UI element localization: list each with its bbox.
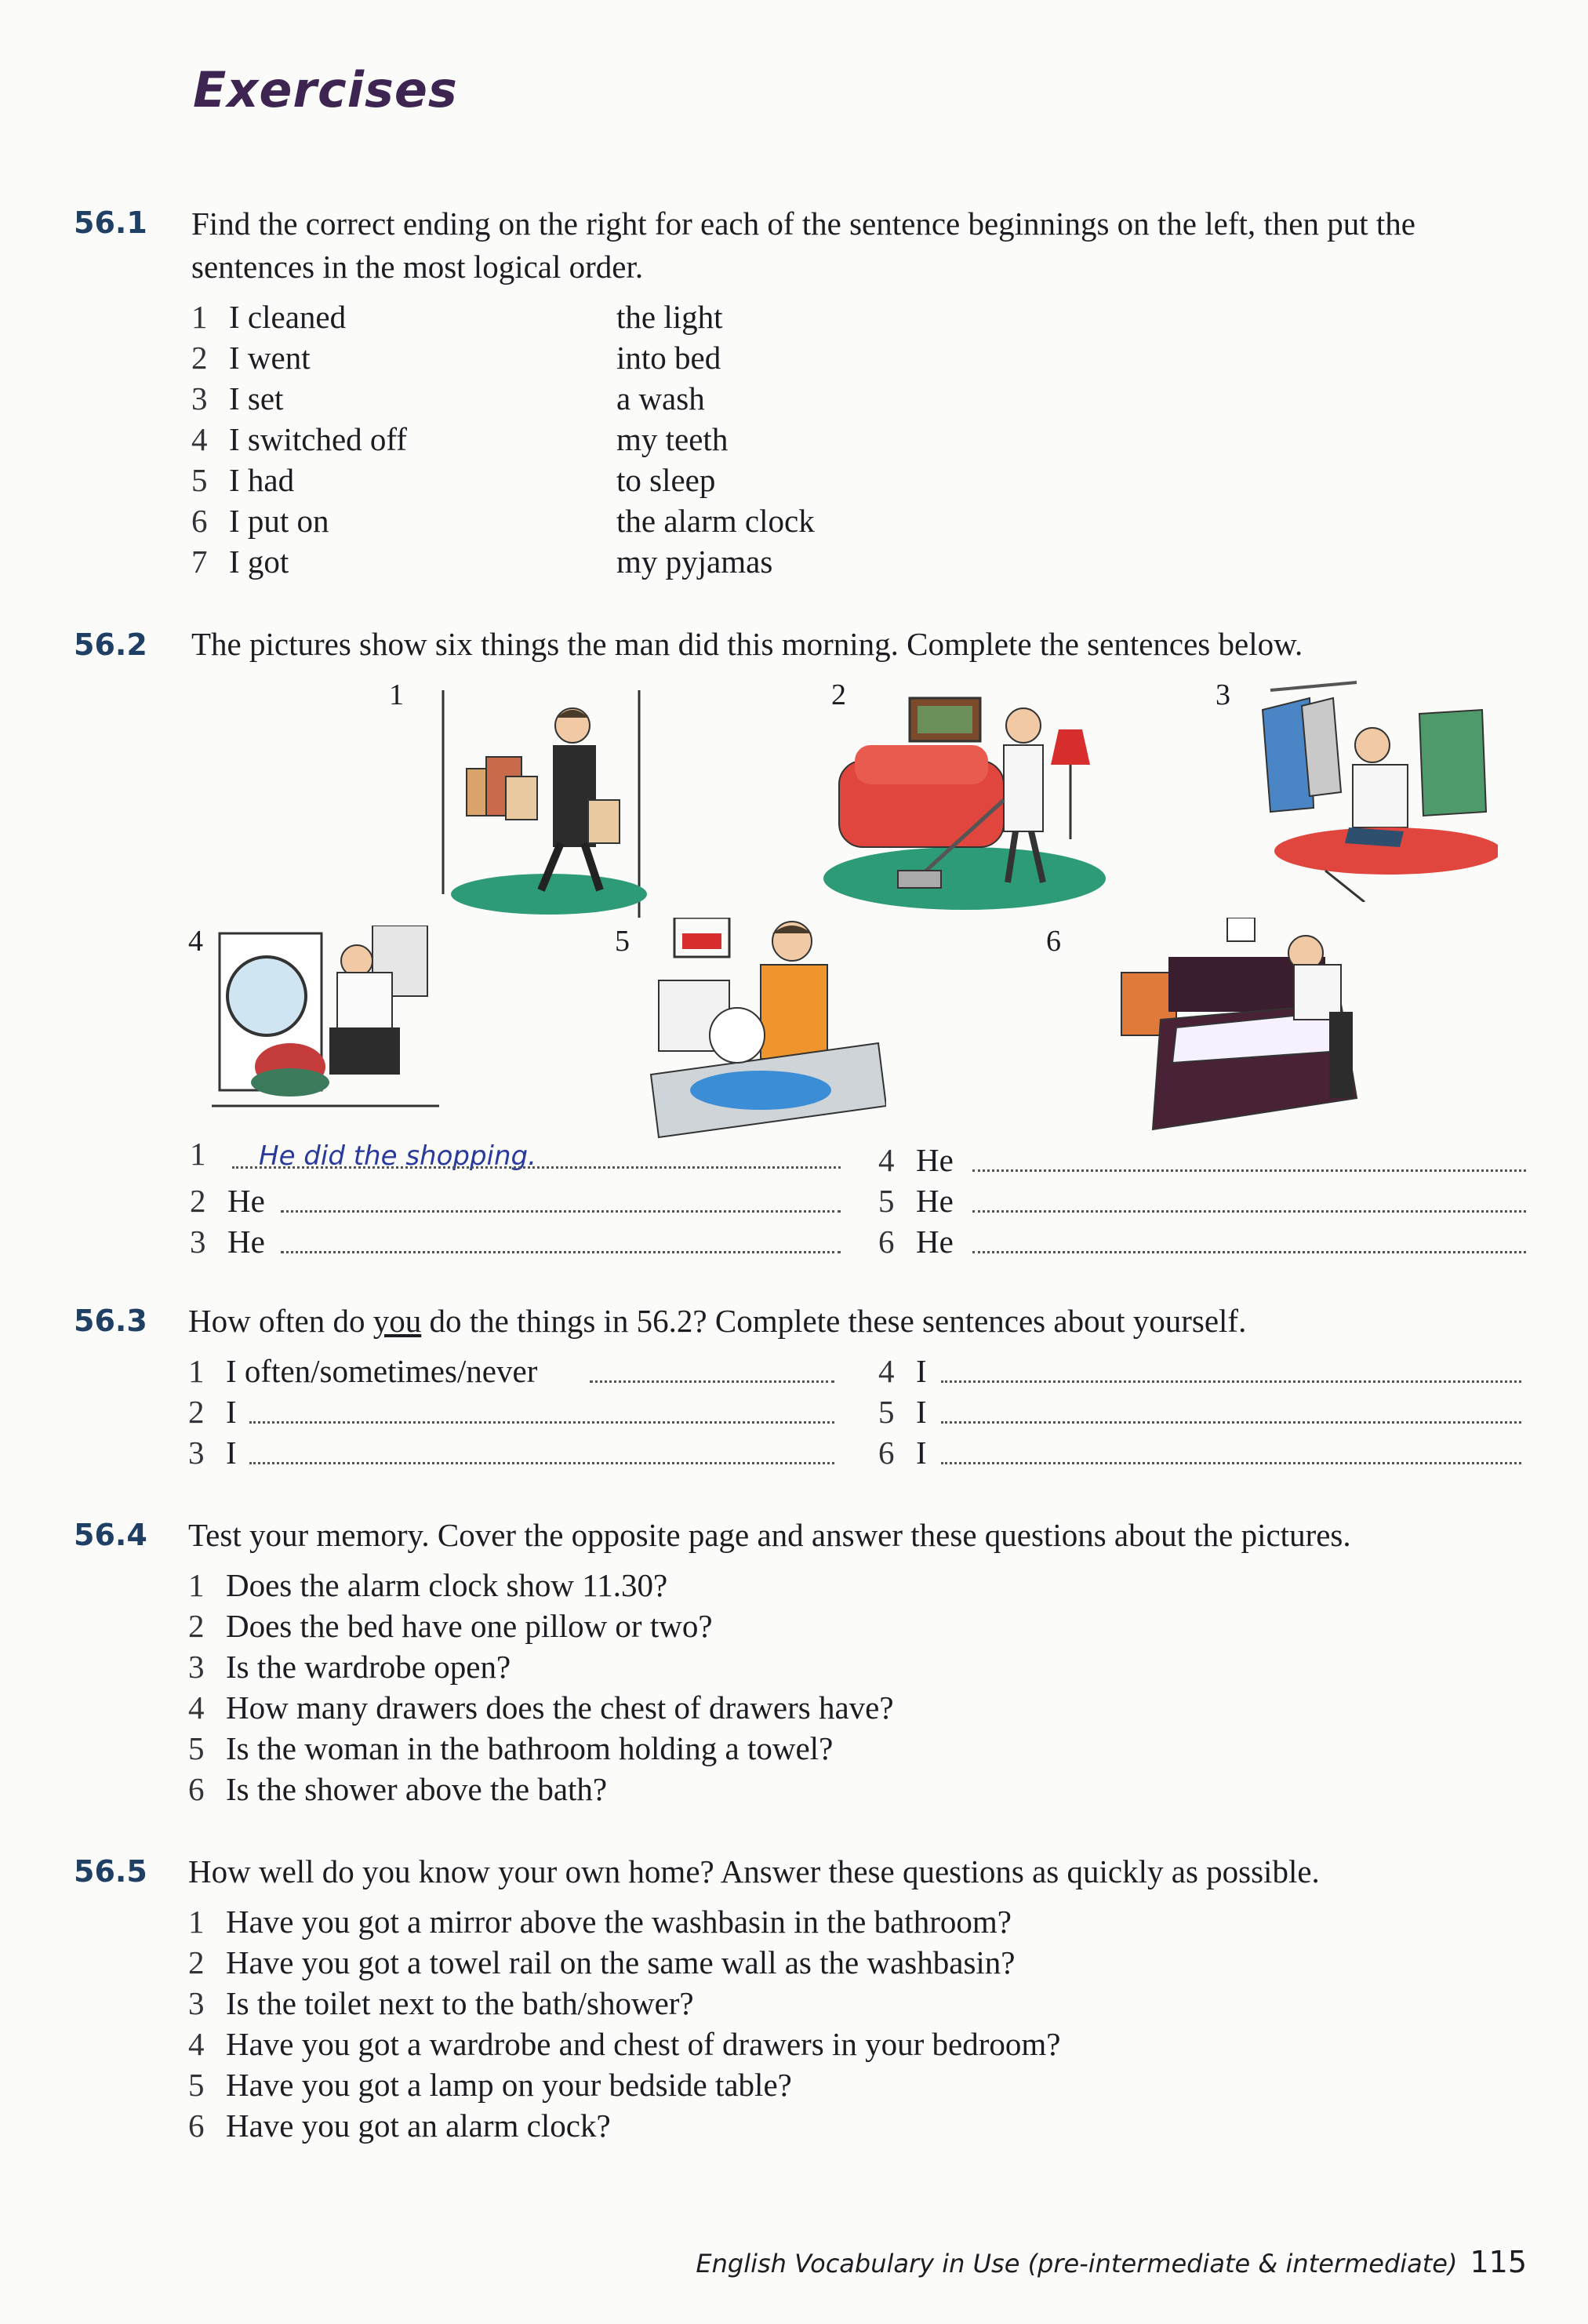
answer-line: 6 I	[878, 1435, 927, 1471]
exercise-number: 56.1	[74, 205, 147, 240]
list-item: 1 I cleaned	[191, 299, 347, 335]
exercise-number: 56.3	[74, 1304, 147, 1338]
page-title: Exercises	[193, 61, 458, 118]
answer-field[interactable]	[972, 1251, 1526, 1253]
list-item: 6 Is the shower above the bath?	[188, 1771, 608, 1807]
handwritten-answer: He did the shopping.	[259, 1140, 536, 1172]
list-item: 4 How many drawers does the chest of drawers have?	[188, 1689, 894, 1726]
list-item: 2 Have you got a towel rail on the same wall as the washbasin?	[188, 1944, 1016, 1980]
answer-line: 1 He did the shopping.	[190, 1136, 536, 1172]
answer-field[interactable]	[249, 1462, 834, 1464]
book-title: English Vocabulary in Use (pre-intermediate & intermediate)	[696, 2249, 1458, 2279]
list-item: 1 Does the alarm clock show 11.30?	[188, 1567, 668, 1603]
ending-item: a wash	[616, 380, 705, 416]
list-item: 3 Is the wardrobe open?	[188, 1649, 511, 1685]
picture-number: 3	[1216, 678, 1230, 711]
answer-line: 3 He	[190, 1224, 265, 1260]
list-item: 1 Have you got a mirror above the washbasin in the bathroom?	[188, 1904, 1012, 1940]
making-bed-illustration	[1106, 918, 1365, 1137]
shopping-illustration	[431, 682, 659, 918]
list-item: 6 I put on	[191, 503, 329, 539]
picture-number: 4	[188, 925, 203, 958]
list-item: 4 Have you got a wardrobe and chest of drawers in your bedroom?	[188, 2026, 1061, 2062]
list-item: 3 Is the toilet next to the bath/shower?	[188, 1985, 694, 2021]
ending-item: to sleep	[616, 462, 716, 498]
picture-number: 2	[831, 678, 846, 711]
ending-item: into bed	[616, 340, 721, 376]
picture-number: 6	[1046, 925, 1061, 958]
ending-item: my teeth	[616, 421, 729, 457]
washing-illustration	[212, 926, 439, 1114]
list-item: 2 I went	[191, 340, 311, 376]
ironing-illustration	[1255, 675, 1498, 902]
list-item: 6 Have you got an alarm clock?	[188, 2108, 611, 2144]
answer-field[interactable]	[249, 1421, 834, 1424]
exercise-instruction: Find the correct ending on the right for each of the sentence beginnings on the left, then put the sentences in the most logical order.	[191, 205, 1415, 285]
picture-number: 1	[389, 678, 404, 711]
answer-line: 6 He	[878, 1224, 954, 1260]
list-item: 3 I set	[191, 380, 284, 416]
exercise-instruction: Test your memory. Cover the opposite page and answer these questions about the pictures.	[188, 1517, 1351, 1553]
list-item: 5 Is the woman in the bathroom holding a towel?	[188, 1730, 834, 1766]
answer-line: 3 I	[188, 1435, 237, 1471]
ending-item: the alarm clock	[616, 503, 815, 539]
answer-field[interactable]	[941, 1421, 1521, 1424]
exercise-number: 56.5	[74, 1854, 147, 1889]
answer-line: 4 I	[878, 1353, 927, 1389]
answer-field[interactable]	[281, 1251, 841, 1253]
exercise-instruction: How well do you know your own home? Answer these questions as quickly as possible.	[188, 1853, 1320, 1889]
answer-line: 2 I	[188, 1394, 237, 1430]
answer-field[interactable]	[972, 1169, 1526, 1172]
answer-line: 5 He	[878, 1183, 954, 1219]
exercise-number: 56.4	[74, 1518, 147, 1552]
list-item: 4 I switched off	[191, 421, 407, 457]
exercise-instruction: How often do you do the things in 56.2? Complete these sentences about yourself.	[188, 1303, 1247, 1339]
answer-field[interactable]	[281, 1210, 841, 1213]
ending-item: my pyjamas	[616, 544, 773, 580]
answer-field[interactable]	[972, 1210, 1526, 1213]
answer-field[interactable]	[941, 1462, 1521, 1464]
exercise-instruction: The pictures show six things the man did this morning. Complete the sentences below.	[191, 626, 1303, 662]
list-item: 7 I got	[191, 544, 289, 580]
picture-number: 5	[615, 925, 630, 958]
answer-field[interactable]	[232, 1166, 841, 1169]
list-item: 2 Does the bed have one pillow or two?	[188, 1608, 713, 1644]
page-number: 115	[1470, 2245, 1527, 2279]
page-footer	[696, 2245, 1527, 2279]
answer-field[interactable]	[590, 1380, 834, 1383]
answer-line: 5 I	[878, 1394, 927, 1430]
exercise-number: 56.2	[74, 627, 147, 662]
answer-line: 2 He	[190, 1183, 265, 1219]
list-item: 5 Have you got a lamp on your bedside table?	[188, 2067, 792, 2103]
ending-item: the light	[616, 299, 723, 335]
answer-line: 1 I often/sometimes/never	[188, 1353, 538, 1389]
answer-field[interactable]	[941, 1380, 1521, 1383]
answer-line: 4 He	[878, 1142, 954, 1178]
vacuuming-illustration	[823, 682, 1114, 918]
washing-up-illustration	[643, 918, 886, 1145]
list-item: 5 I had	[191, 462, 295, 498]
